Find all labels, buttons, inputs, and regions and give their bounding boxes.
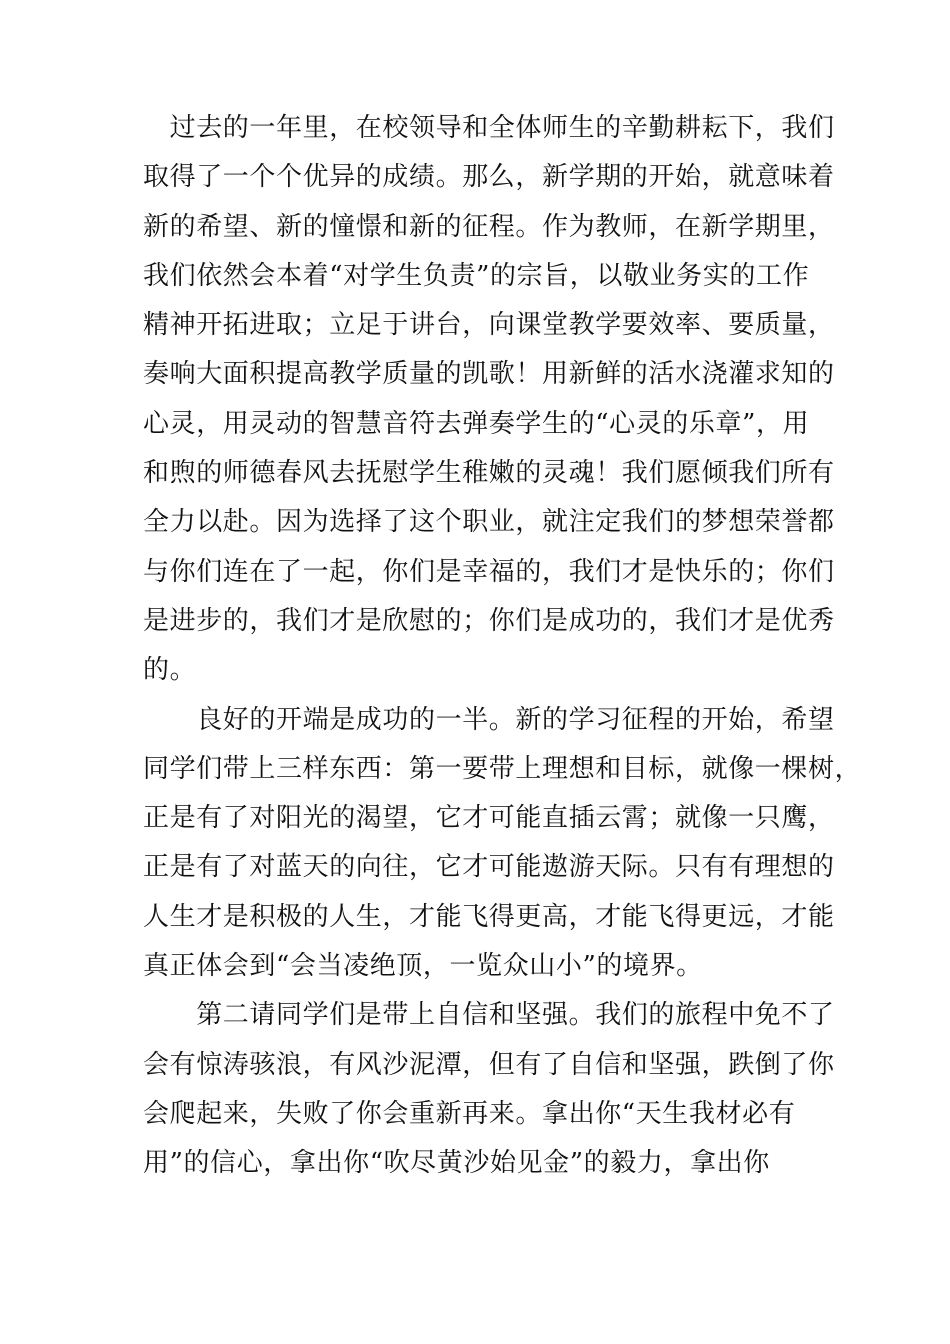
text-line: 是进步的，我们才是欣慰的；你们是成功的，我们才是优秀 bbox=[143, 605, 835, 636]
text-line: 良好的开端是成功的一半。新的学习征程的开始，希望 bbox=[143, 704, 835, 735]
text-line: 同学们带上三样东西：第一要带上理想和目标，就像一棵树， bbox=[143, 753, 862, 784]
text-line: 精神开拓进取；立足于讲台，向课堂教学要效率、要质量， bbox=[143, 310, 835, 341]
body-text bbox=[143, 104, 862, 1189]
text-line: 与你们连在了一起，你们是幸福的，我们才是快乐的；你们 bbox=[143, 556, 835, 587]
text-line: 正是有了对蓝天的向往，它才可能遨游天际。只有有理想的 bbox=[143, 852, 835, 883]
text-line: 用”的信心，拿出你“吹尽黄沙始见金”的毅力，拿出你 bbox=[143, 1148, 770, 1179]
text-line: 和煦的师德春风去抚慰学生稚嫩的灵魂！我们愿倾我们所有 bbox=[143, 458, 835, 489]
text-line: 会有惊涛骇浪，有风沙泥潭，但有了自信和坚强，跌倒了你 bbox=[143, 1049, 835, 1080]
text-line: 全力以赴。因为选择了这个职业，就注定我们的梦想荣誉都 bbox=[143, 507, 835, 538]
text-line: 过去的一年里，在校领导和全体师生的辛勤耕耘下，我们 bbox=[143, 113, 835, 143]
text-line: 第二请同学们是带上自信和坚强。我们的旅程中免不了 bbox=[143, 1000, 835, 1031]
text-line: 心灵，用灵动的智慧音符去弹奏学生的“心灵的乐章”，用 bbox=[143, 408, 810, 439]
text-line: 奏响大面积提高教学质量的凯歌！用新鲜的活水浇灌求知的 bbox=[143, 359, 835, 390]
text-line: 会爬起来，失败了你会重新再来。拿出你“天生我材必有 bbox=[143, 1098, 796, 1129]
text-line: 我们依然会本着“对学生负责”的宗旨，以敬业务实的工作 bbox=[143, 260, 810, 291]
text-line: 新的希望、新的憧憬和新的征程。作为教师，在新学期里， bbox=[143, 211, 835, 242]
text-line: 正是有了对阳光的渴望，它才可能直插云霄；就像一只鹰， bbox=[143, 803, 835, 834]
text-line: 取得了一个个优异的成绩。那么，新学期的开始，就意味着 bbox=[143, 162, 835, 193]
text-line: 真正体会到“会当凌绝顶，一览众山小”的境界。 bbox=[143, 951, 703, 982]
text-line: 人生才是积极的人生，才能飞得更高，才能飞得更远，才能 bbox=[143, 901, 835, 932]
text-line: 的。 bbox=[143, 655, 197, 686]
